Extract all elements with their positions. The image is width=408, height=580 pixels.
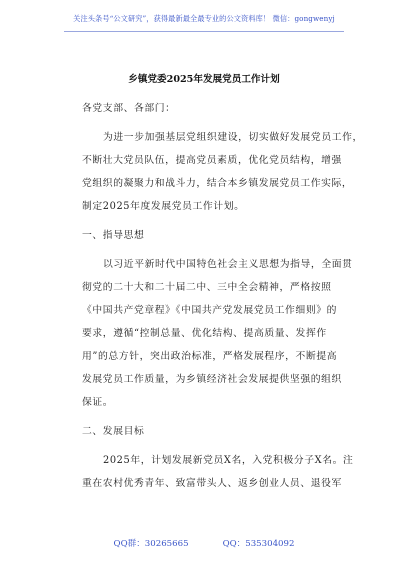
header-banner: 关注头条号“公文研究”，获得最新最全最专业的公文资料库！ 微信：gongwenyj [73, 14, 335, 23]
section-heading-guiding-ideology: 一、指导思想 [82, 230, 145, 241]
footer-qq: QQ：535304092 [222, 539, 295, 549]
document-title: 乡镇党委2025年发展党员工作计划 [128, 74, 280, 85]
header-divider [64, 31, 344, 32]
intro-line: 为进一步加强基层党组织建设，切实做好发展党员工作， [103, 132, 363, 143]
section2-line: 重在农村优秀青年、致富带头人、返乡创业人员、退役军 [82, 478, 342, 489]
section2-line: 2025年，计划发展新党员X名，入党积极分子X名。注 [103, 455, 354, 466]
intro-line: 制定2025年度发展党员工作计划。 [82, 201, 245, 212]
section-heading-development-goals: 二、发展目标 [82, 426, 145, 437]
footer-qq-group: QQ群：30265665 [113, 539, 189, 549]
section1-line: 要求，遵循“控制总量、优化结构、提高质量、发挥作 [82, 328, 327, 339]
section1-line: 用”的总方针，突出政治标准，严格发展程序，不断提高 [82, 351, 338, 362]
section1-line: 《中国共产党章程》《中国共产党发展党员工作细则》的 [82, 305, 338, 316]
footer-contact [0, 537, 408, 549]
section1-line: 以习近平新时代中国特色社会主义思想为指导，全面贯 [103, 259, 353, 270]
salutation: 各党支部、各部门： [82, 103, 176, 114]
intro-line: 不断壮大党员队伍，提高党员素质，优化党员结构，增强 [82, 155, 342, 166]
section1-line: 发展党员工作质量，为乡镇经济社会发展提供坚强的组织 [82, 374, 342, 385]
section1-line: 保证。 [82, 397, 114, 408]
intro-line: 党组织的凝聚力和战斗力，结合本乡镇发展党员工作实际， [82, 178, 353, 189]
section1-line: 彻党的二十大和二十届二中、三中全会精神，严格按照 [82, 282, 332, 293]
